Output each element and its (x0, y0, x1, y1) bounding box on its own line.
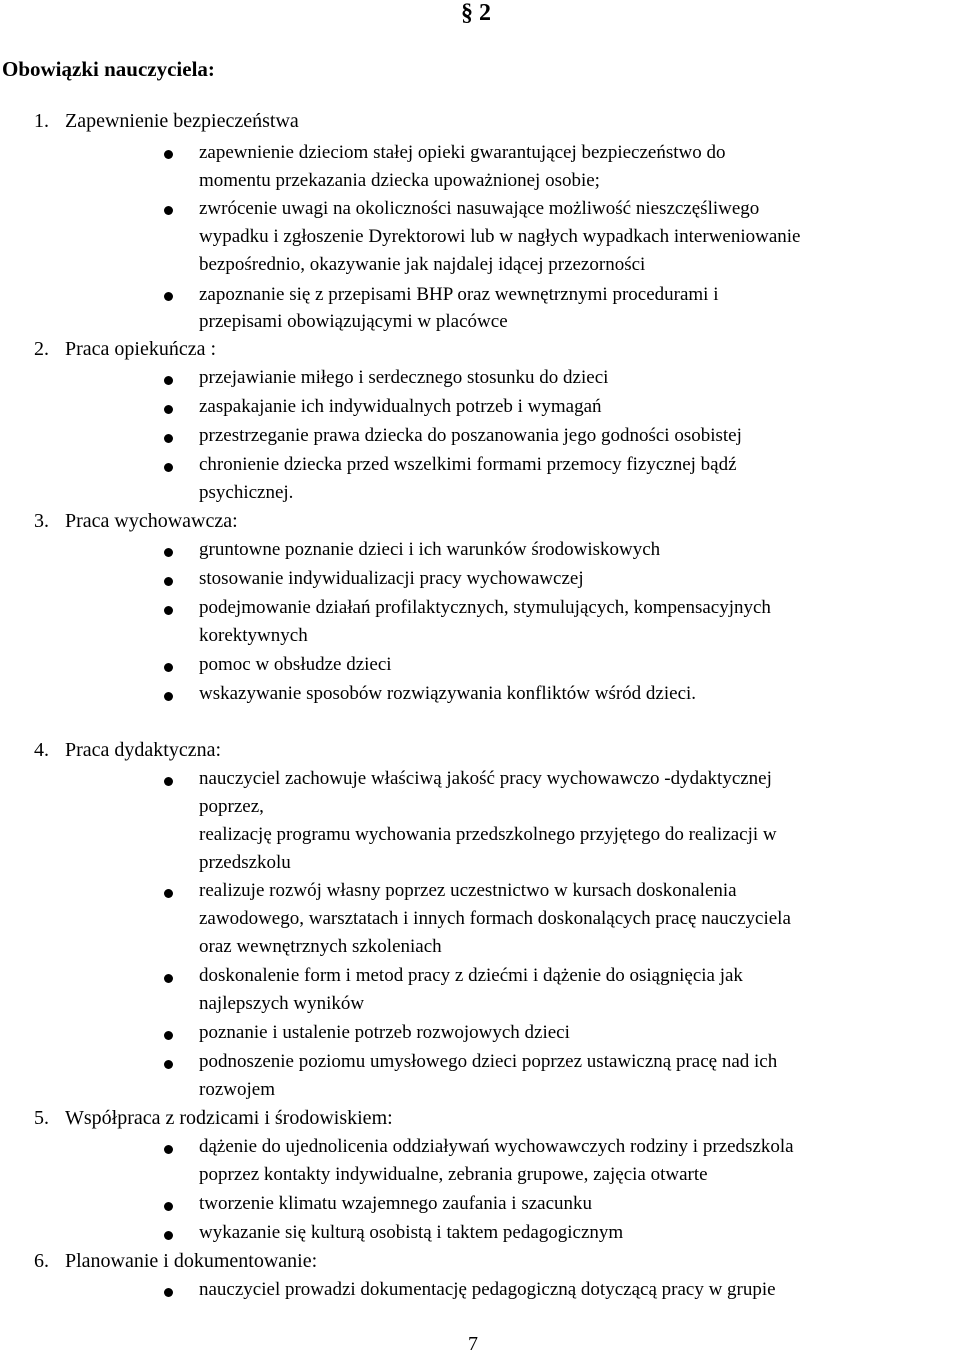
list-item-text: realizację programu wychowania przedszkolnego przyjętego do realizacji w (199, 824, 777, 845)
list-item-text: zapewnienie dzieciom stałej opieki gwarantującej bezpieczeństwo do (199, 142, 726, 163)
bullet-icon (164, 1145, 173, 1154)
section-number: 6. (34, 1250, 49, 1272)
section-heading (34, 338, 216, 361)
list-item-text: podejmowanie działań profilaktycznych, stymulujących, kompensacyjnych (199, 597, 771, 618)
list-item-text: przestrzeganie prawa dziecka do poszanowania jego godności osobistej (199, 425, 742, 446)
list-item-text: poprzez kontakty indywidualne, zebrania grupowe, zajęcia otwarte (199, 1164, 708, 1185)
section-heading (34, 1250, 317, 1273)
list-item-text: korektywnych (199, 625, 308, 646)
list-item-text: momentu przekazania dziecka upoważnionej osobie; (199, 170, 600, 191)
bullet-icon (164, 1231, 173, 1240)
bullet-icon (164, 548, 173, 557)
bullet-icon (164, 150, 173, 159)
section-title: Praca wychowawcza: (65, 510, 238, 532)
list-item-text: dążenie do ujednolicenia oddziaływań wychowawczych rodziny i przedszkola (199, 1136, 794, 1157)
list-item-text: zaspakajanie ich indywidualnych potrzeb i wymagań (199, 396, 602, 417)
bullet-icon (164, 777, 173, 786)
bullet-icon (164, 889, 173, 898)
section-number: 5. (34, 1107, 49, 1129)
list-item-text: poprzez, (199, 796, 264, 817)
list-item-text: zwrócenie uwagi na okoliczności nasuwające możliwość nieszczęśliwego (199, 198, 760, 219)
list-item-text: oraz wewnętrznych szkoleniach (199, 936, 442, 957)
list-item-text: bezpośrednio, okazywanie jak najdalej idącej przezorności (199, 254, 646, 275)
section-mark: § 2 (461, 0, 491, 26)
list-item-text: przepisami obowiązującymi w placówce (199, 311, 508, 332)
list-item-text: zawodowego, warsztatach i innych formach doskonalących pracę nauczyciela (199, 908, 791, 929)
section-title: Praca dydaktyczna: (65, 739, 222, 761)
list-item-text: gruntowne poznanie dzieci i ich warunków środowiskowych (199, 539, 661, 560)
bullet-icon (164, 1031, 173, 1040)
page-number: 7 (468, 1333, 478, 1355)
bullet-icon (164, 663, 173, 672)
bullet-icon (164, 292, 173, 301)
bullet-icon (164, 405, 173, 414)
bullet-icon (164, 974, 173, 983)
list-item-text: wykazanie się kulturą osobistą i taktem pedagogicznym (199, 1222, 624, 1243)
list-item-text: stosowanie indywidualizacji pracy wychowawczej (199, 568, 584, 589)
page-title: Obowiązki nauczyciela: (2, 57, 215, 81)
bullet-icon (164, 1288, 173, 1297)
section-title: Zapewnienie bezpieczeństwa (65, 110, 299, 132)
bullet-icon (164, 206, 173, 215)
list-item-text: psychicznej. (199, 482, 294, 503)
list-item-text: przejawianie miłego i serdecznego stosunku do dzieci (199, 367, 609, 388)
section-number: 4. (34, 739, 49, 761)
section-title: Planowanie i dokumentowanie: (65, 1250, 318, 1272)
section-title: Praca opiekuńcza : (65, 338, 217, 360)
list-item-text: nauczyciel zachowuje właściwą jakość pracy wychowawczo -dydaktycznej (199, 768, 772, 789)
bullet-icon (164, 376, 173, 385)
section-number: 3. (34, 510, 49, 532)
bullet-icon (164, 606, 173, 615)
list-item-text: najlepszych wyników (199, 993, 365, 1014)
section-heading (34, 110, 299, 133)
section-number: 1. (34, 110, 49, 132)
section-heading (34, 1107, 393, 1130)
list-item-text: rozwojem (199, 1079, 275, 1100)
bullet-icon (164, 692, 173, 701)
bullet-icon (164, 1202, 173, 1211)
list-item-text: doskonalenie form i metod pracy z dziećmi i dążenie do osiągnięcia jak (199, 965, 743, 986)
list-item-text: wskazywanie sposobów rozwiązywania konfliktów wśród dzieci. (199, 683, 697, 704)
list-item-text: przedszkolu (199, 852, 291, 873)
list-item-text: poznanie i ustalenie potrzeb rozwojowych dzieci (199, 1022, 570, 1043)
section-title: Współpraca z rodzicami i środowiskiem: (65, 1107, 393, 1129)
section-number: 2. (34, 338, 49, 360)
list-item-text: chronienie dziecka przed wszelkimi formami przemocy fizycznej bądź (199, 454, 737, 475)
bullet-icon (164, 577, 173, 586)
bullet-icon (164, 434, 173, 443)
list-item-text: podnoszenie poziomu umysłowego dzieci poprzez ustawiczną pracę nad ich (199, 1051, 778, 1072)
list-item-text: pomoc w obsłudze dzieci (199, 654, 392, 675)
list-item-text: realizuje rozwój własny poprzez uczestnictwo w kursach doskonalenia (199, 880, 737, 901)
list-item-text: wypadku i zgłoszenie Dyrektorowi lub w nagłych wypadkach interweniowanie (199, 226, 801, 247)
bullet-icon (164, 463, 173, 472)
bullet-icon (164, 1060, 173, 1069)
section-heading (34, 739, 221, 762)
list-item-text: zapoznanie się z przepisami BHP oraz wewnętrznymi procedurami i (199, 284, 719, 305)
list-item-text: tworzenie klimatu wzajemnego zaufania i szacunku (199, 1193, 593, 1214)
section-heading (34, 510, 238, 533)
list-item-text: nauczyciel prowadzi dokumentację pedagogiczną dotyczącą pracy w grupie (199, 1279, 776, 1300)
